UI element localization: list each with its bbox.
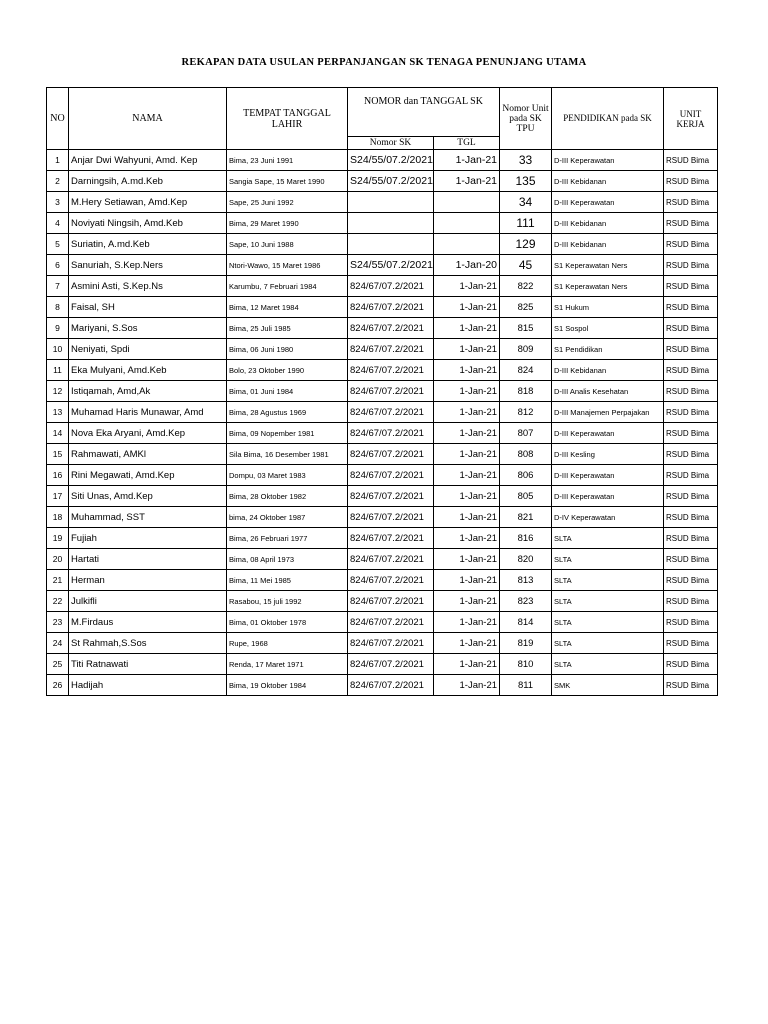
header-nomor-unit: Nomor Unit pada SK TPU — [500, 88, 552, 150]
cell-unit-kerja: RSUD Bima — [664, 486, 718, 507]
cell-unit: 819 — [500, 633, 552, 654]
header-no: NO — [47, 88, 69, 150]
cell-tgl: 1-Jan-21 — [434, 381, 500, 402]
cell-nama: Rini Megawati, Amd.Kep — [69, 465, 227, 486]
cell-unit: 820 — [500, 549, 552, 570]
cell-nomor-sk: 824/67/07.2/2021 — [348, 297, 434, 318]
cell-pendidikan: D-III Kesling — [552, 444, 664, 465]
cell-nomor-sk: 824/67/07.2/2021 — [348, 633, 434, 654]
cell-ttl: Sila Bima, 16 Desember 1981 — [227, 444, 348, 465]
cell-pendidikan: D-III Kebidanan — [552, 213, 664, 234]
cell-unit-kerja: RSUD Bima — [664, 675, 718, 696]
table-row — [47, 591, 718, 612]
cell-no: 1 — [47, 150, 69, 171]
cell-no: 9 — [47, 318, 69, 339]
cell-ttl: Bima, 12 Maret 1984 — [227, 297, 348, 318]
table-row — [47, 213, 718, 234]
data-table — [46, 87, 718, 696]
cell-no: 21 — [47, 570, 69, 591]
cell-unit: 821 — [500, 507, 552, 528]
cell-unit: 816 — [500, 528, 552, 549]
cell-unit: 813 — [500, 570, 552, 591]
cell-unit-kerja: RSUD Bima — [664, 402, 718, 423]
cell-nomor-sk: 824/67/07.2/2021 — [348, 675, 434, 696]
cell-tgl: 1-Jan-21 — [434, 654, 500, 675]
cell-unit: 45 — [500, 255, 552, 276]
cell-ttl: Ntori-Wawo, 15 Maret 1986 — [227, 255, 348, 276]
cell-nomor-sk: S24/55/07.2/2021 — [348, 171, 434, 192]
cell-ttl: bima, 24 Oktober 1987 — [227, 507, 348, 528]
cell-pendidikan: D-III Keperawatan — [552, 423, 664, 444]
cell-nama: Asmini Asti, S.Kep.Ns — [69, 276, 227, 297]
cell-pendidikan: S1 Keperawatan Ners — [552, 255, 664, 276]
cell-nomor-sk: 824/67/07.2/2021 — [348, 465, 434, 486]
cell-unit-kerja: RSUD Bima — [664, 612, 718, 633]
header-unit-kerja: UNIT KERJA — [664, 88, 718, 150]
cell-tgl: 1-Jan-21 — [434, 633, 500, 654]
cell-ttl: Sape, 25 Juni 1992 — [227, 192, 348, 213]
cell-no: 2 — [47, 171, 69, 192]
cell-tgl — [434, 192, 500, 213]
cell-nama: Herman — [69, 570, 227, 591]
cell-no: 23 — [47, 612, 69, 633]
cell-nama: Istiqamah, Amd,Ak — [69, 381, 227, 402]
cell-pendidikan: D-III Kebidanan — [552, 171, 664, 192]
cell-unit-kerja: RSUD Bima — [664, 507, 718, 528]
table-row — [47, 150, 718, 171]
cell-nomor-sk: S24/55/07.2/2021 — [348, 255, 434, 276]
cell-tgl: 1-Jan-21 — [434, 318, 500, 339]
cell-unit-kerja: RSUD Bima — [664, 150, 718, 171]
cell-unit-kerja: RSUD Bima — [664, 339, 718, 360]
cell-unit: 814 — [500, 612, 552, 633]
cell-pendidikan: S1 Keperawatan Ners — [552, 276, 664, 297]
cell-unit: 815 — [500, 318, 552, 339]
cell-tgl: 1-Jan-21 — [434, 444, 500, 465]
cell-nomor-sk: 824/67/07.2/2021 — [348, 570, 434, 591]
cell-pendidikan: SMK — [552, 675, 664, 696]
header-nomor-tanggal-sk: NOMOR dan TANGGAL SK — [348, 88, 500, 137]
cell-pendidikan: S1 Hukum — [552, 297, 664, 318]
table-row — [47, 423, 718, 444]
cell-tgl — [434, 213, 500, 234]
table-row — [47, 549, 718, 570]
cell-unit-kerja: RSUD Bima — [664, 549, 718, 570]
cell-ttl: Bima, 06 Juni 1980 — [227, 339, 348, 360]
cell-pendidikan: SLTA — [552, 654, 664, 675]
table-row — [47, 381, 718, 402]
cell-nama: Noviyati Ningsih, Amd.Keb — [69, 213, 227, 234]
cell-pendidikan: SLTA — [552, 549, 664, 570]
table-row — [47, 276, 718, 297]
cell-unit: 825 — [500, 297, 552, 318]
cell-unit: 822 — [500, 276, 552, 297]
table-row — [47, 612, 718, 633]
cell-nama: M.Firdaus — [69, 612, 227, 633]
header-pendidikan: PENDIDIKAN pada SK — [552, 88, 664, 150]
cell-pendidikan: D-III Keperawatan — [552, 465, 664, 486]
cell-tgl: 1-Jan-21 — [434, 486, 500, 507]
cell-tgl: 1-Jan-21 — [434, 570, 500, 591]
cell-ttl: Sangia Sape, 15 Maret 1990 — [227, 171, 348, 192]
cell-nama: St Rahmah,S.Sos — [69, 633, 227, 654]
cell-nomor-sk: 824/67/07.2/2021 — [348, 654, 434, 675]
cell-no: 25 — [47, 654, 69, 675]
table-row — [47, 297, 718, 318]
cell-nomor-sk: 824/67/07.2/2021 — [348, 549, 434, 570]
table-row — [47, 339, 718, 360]
cell-pendidikan: D-III Keperawatan — [552, 192, 664, 213]
header-tempat-tanggal-lahir: TEMPAT TANGGAL LAHIR — [227, 88, 348, 150]
document-title: REKAPAN DATA USULAN PERPANJANGAN SK TENAGA PENUNJANG UTAMA — [181, 57, 587, 68]
cell-ttl: Bima, 01 Juni 1984 — [227, 381, 348, 402]
cell-ttl: Bima, 09 Nopember 1981 — [227, 423, 348, 444]
cell-unit-kerja: RSUD Bima — [664, 444, 718, 465]
cell-nama: Faisal, SH — [69, 297, 227, 318]
cell-nomor-sk: 824/67/07.2/2021 — [348, 591, 434, 612]
cell-pendidikan: D-III Manajemen Perpajakan — [552, 402, 664, 423]
cell-unit: 807 — [500, 423, 552, 444]
cell-pendidikan: SLTA — [552, 570, 664, 591]
cell-tgl: 1-Jan-21 — [434, 297, 500, 318]
cell-ttl: Bolo, 23 Oktober 1990 — [227, 360, 348, 381]
cell-nomor-sk: 824/67/07.2/2021 — [348, 339, 434, 360]
header-tgl: TGL — [434, 137, 500, 150]
cell-no: 18 — [47, 507, 69, 528]
cell-tgl: 1-Jan-21 — [434, 528, 500, 549]
cell-nomor-sk: S24/55/07.2/2021 — [348, 150, 434, 171]
cell-ttl: Bima, 19 Oktober 1984 — [227, 675, 348, 696]
cell-pendidikan: SLTA — [552, 633, 664, 654]
cell-unit-kerja: RSUD Bima — [664, 591, 718, 612]
cell-nomor-sk — [348, 213, 434, 234]
cell-unit-kerja: RSUD Bima — [664, 381, 718, 402]
cell-no: 3 — [47, 192, 69, 213]
cell-tgl: 1-Jan-21 — [434, 171, 500, 192]
cell-ttl: Dompu, 03 Maret 1983 — [227, 465, 348, 486]
cell-tgl — [434, 234, 500, 255]
cell-ttl: Bima, 29 Maret 1990 — [227, 213, 348, 234]
cell-unit: 812 — [500, 402, 552, 423]
cell-ttl: Sape, 10 Juni 1988 — [227, 234, 348, 255]
table-row — [47, 486, 718, 507]
cell-unit: 824 — [500, 360, 552, 381]
header-nomor-sk: Nomor SK — [348, 137, 434, 150]
cell-no: 15 — [47, 444, 69, 465]
table-row — [47, 654, 718, 675]
cell-no: 20 — [47, 549, 69, 570]
cell-nomor-sk — [348, 234, 434, 255]
cell-tgl: 1-Jan-21 — [434, 507, 500, 528]
cell-ttl: Rasabou, 15 juli 1992 — [227, 591, 348, 612]
cell-ttl: Rupe, 1968 — [227, 633, 348, 654]
table-row — [47, 675, 718, 696]
cell-unit: 823 — [500, 591, 552, 612]
cell-ttl: Bima, 23 Juni 1991 — [227, 150, 348, 171]
cell-unit-kerja: RSUD Bima — [664, 465, 718, 486]
cell-nama: Julkifli — [69, 591, 227, 612]
cell-nama: Anjar Dwi Wahyuni, Amd. Kep — [69, 150, 227, 171]
cell-ttl: Renda, 17 Maret 1971 — [227, 654, 348, 675]
table-row — [47, 507, 718, 528]
table-row — [47, 402, 718, 423]
cell-tgl: 1-Jan-21 — [434, 402, 500, 423]
cell-no: 8 — [47, 297, 69, 318]
cell-nama: Neniyati, Spdi — [69, 339, 227, 360]
table-row — [47, 465, 718, 486]
cell-no: 13 — [47, 402, 69, 423]
cell-unit-kerja: RSUD Bima — [664, 654, 718, 675]
cell-no: 4 — [47, 213, 69, 234]
cell-unit-kerja: RSUD Bima — [664, 276, 718, 297]
cell-tgl: 1-Jan-21 — [434, 360, 500, 381]
cell-pendidikan: D-III Analis Kesehatan — [552, 381, 664, 402]
cell-pendidikan: D-III Keperawatan — [552, 150, 664, 171]
cell-ttl: Bima, 11 Mei 1985 — [227, 570, 348, 591]
table-row — [47, 171, 718, 192]
cell-pendidikan: SLTA — [552, 612, 664, 633]
cell-pendidikan: D-III Kebidanan — [552, 360, 664, 381]
cell-unit: 111 — [500, 213, 552, 234]
cell-nomor-sk: 824/67/07.2/2021 — [348, 528, 434, 549]
cell-tgl: 1-Jan-21 — [434, 465, 500, 486]
cell-nomor-sk: 824/67/07.2/2021 — [348, 360, 434, 381]
cell-nama: Suriatin, A.md.Keb — [69, 234, 227, 255]
cell-unit-kerja: RSUD Bima — [664, 528, 718, 549]
cell-pendidikan: D-IV Keperawatan — [552, 507, 664, 528]
cell-no: 14 — [47, 423, 69, 444]
cell-nama: M.Hery Setiawan, Amd.Kep — [69, 192, 227, 213]
cell-ttl: Bima, 28 Agustus 1969 — [227, 402, 348, 423]
cell-nomor-sk: 824/67/07.2/2021 — [348, 276, 434, 297]
cell-no: 24 — [47, 633, 69, 654]
cell-tgl: 1-Jan-21 — [434, 150, 500, 171]
table-row — [47, 360, 718, 381]
table-row — [47, 570, 718, 591]
cell-nama: Eka Mulyani, Amd.Keb — [69, 360, 227, 381]
cell-no: 22 — [47, 591, 69, 612]
cell-nomor-sk: 824/67/07.2/2021 — [348, 612, 434, 633]
cell-nama: Siti Unas, Amd.Kep — [69, 486, 227, 507]
table-row — [47, 633, 718, 654]
cell-ttl: Bima, 26 Februari 1977 — [227, 528, 348, 549]
cell-tgl: 1-Jan-21 — [434, 276, 500, 297]
cell-pendidikan: D-III Keperawatan — [552, 486, 664, 507]
cell-nama: Mariyani, S.Sos — [69, 318, 227, 339]
cell-unit-kerja: RSUD Bima — [664, 423, 718, 444]
cell-unit: 808 — [500, 444, 552, 465]
cell-nomor-sk: 824/67/07.2/2021 — [348, 318, 434, 339]
cell-unit-kerja: RSUD Bima — [664, 234, 718, 255]
cell-nomor-sk: 824/67/07.2/2021 — [348, 402, 434, 423]
cell-pendidikan: SLTA — [552, 591, 664, 612]
cell-no: 16 — [47, 465, 69, 486]
cell-ttl: Karumbu, 7 Februari 1984 — [227, 276, 348, 297]
cell-nama: Darningsih, A.md.Keb — [69, 171, 227, 192]
cell-tgl: 1-Jan-21 — [434, 675, 500, 696]
cell-unit: 809 — [500, 339, 552, 360]
cell-no: 11 — [47, 360, 69, 381]
cell-nama: Muhamad Haris Munawar, Amd — [69, 402, 227, 423]
cell-unit: 33 — [500, 150, 552, 171]
cell-unit: 805 — [500, 486, 552, 507]
cell-nomor-sk: 824/67/07.2/2021 — [348, 507, 434, 528]
cell-nama: Rahmawati, AMKl — [69, 444, 227, 465]
cell-nama: Hadijah — [69, 675, 227, 696]
cell-unit-kerja: RSUD Bima — [664, 360, 718, 381]
cell-unit-kerja: RSUD Bima — [664, 192, 718, 213]
cell-unit: 129 — [500, 234, 552, 255]
cell-pendidikan: S1 Sospol — [552, 318, 664, 339]
cell-nama: Titi Ratnawati — [69, 654, 227, 675]
cell-no: 19 — [47, 528, 69, 549]
cell-pendidikan: S1 Pendidikan — [552, 339, 664, 360]
cell-ttl: Bima, 01 Oktober 1978 — [227, 612, 348, 633]
cell-no: 7 — [47, 276, 69, 297]
cell-tgl: 1-Jan-21 — [434, 549, 500, 570]
cell-nomor-sk — [348, 192, 434, 213]
cell-unit-kerja: RSUD Bima — [664, 255, 718, 276]
cell-tgl: 1-Jan-21 — [434, 612, 500, 633]
cell-unit: 818 — [500, 381, 552, 402]
cell-nomor-sk: 824/67/07.2/2021 — [348, 444, 434, 465]
cell-tgl: 1-Jan-21 — [434, 591, 500, 612]
cell-ttl: Bima, 28 Oktober 1982 — [227, 486, 348, 507]
cell-nama: Nova Eka Aryani, Amd.Kep — [69, 423, 227, 444]
cell-nomor-sk: 824/67/07.2/2021 — [348, 486, 434, 507]
cell-ttl: Bima, 08 April 1973 — [227, 549, 348, 570]
cell-no: 12 — [47, 381, 69, 402]
table-row — [47, 234, 718, 255]
cell-no: 6 — [47, 255, 69, 276]
cell-nama: Muhammad, SST — [69, 507, 227, 528]
table-row — [47, 444, 718, 465]
cell-unit: 34 — [500, 192, 552, 213]
cell-no: 10 — [47, 339, 69, 360]
cell-nama: Hartati — [69, 549, 227, 570]
cell-unit: 811 — [500, 675, 552, 696]
cell-pendidikan: SLTA — [552, 528, 664, 549]
cell-pendidikan: D-III Kebidanan — [552, 234, 664, 255]
cell-ttl: Bima, 25 Juli 1985 — [227, 318, 348, 339]
cell-no: 26 — [47, 675, 69, 696]
cell-nama: Fujiah — [69, 528, 227, 549]
table-row — [47, 192, 718, 213]
cell-tgl: 1-Jan-21 — [434, 423, 500, 444]
table-row — [47, 318, 718, 339]
table-row — [47, 255, 718, 276]
cell-nomor-sk: 824/67/07.2/2021 — [348, 381, 434, 402]
cell-unit: 135 — [500, 171, 552, 192]
cell-tgl: 1-Jan-21 — [434, 339, 500, 360]
table-row — [47, 528, 718, 549]
cell-unit-kerja: RSUD Bima — [664, 171, 718, 192]
cell-unit-kerja: RSUD Bima — [664, 318, 718, 339]
cell-nomor-sk: 824/67/07.2/2021 — [348, 423, 434, 444]
header-nama: NAMA — [69, 88, 227, 150]
cell-nama: Sanuriah, S.Kep.Ners — [69, 255, 227, 276]
cell-unit-kerja: RSUD Bima — [664, 297, 718, 318]
cell-unit-kerja: RSUD Bima — [664, 570, 718, 591]
table-body — [47, 150, 718, 696]
cell-tgl: 1-Jan-20 — [434, 255, 500, 276]
cell-unit-kerja: RSUD Bima — [664, 633, 718, 654]
cell-unit: 806 — [500, 465, 552, 486]
cell-no: 5 — [47, 234, 69, 255]
cell-unit: 810 — [500, 654, 552, 675]
cell-unit-kerja: RSUD Bima — [664, 213, 718, 234]
cell-no: 17 — [47, 486, 69, 507]
